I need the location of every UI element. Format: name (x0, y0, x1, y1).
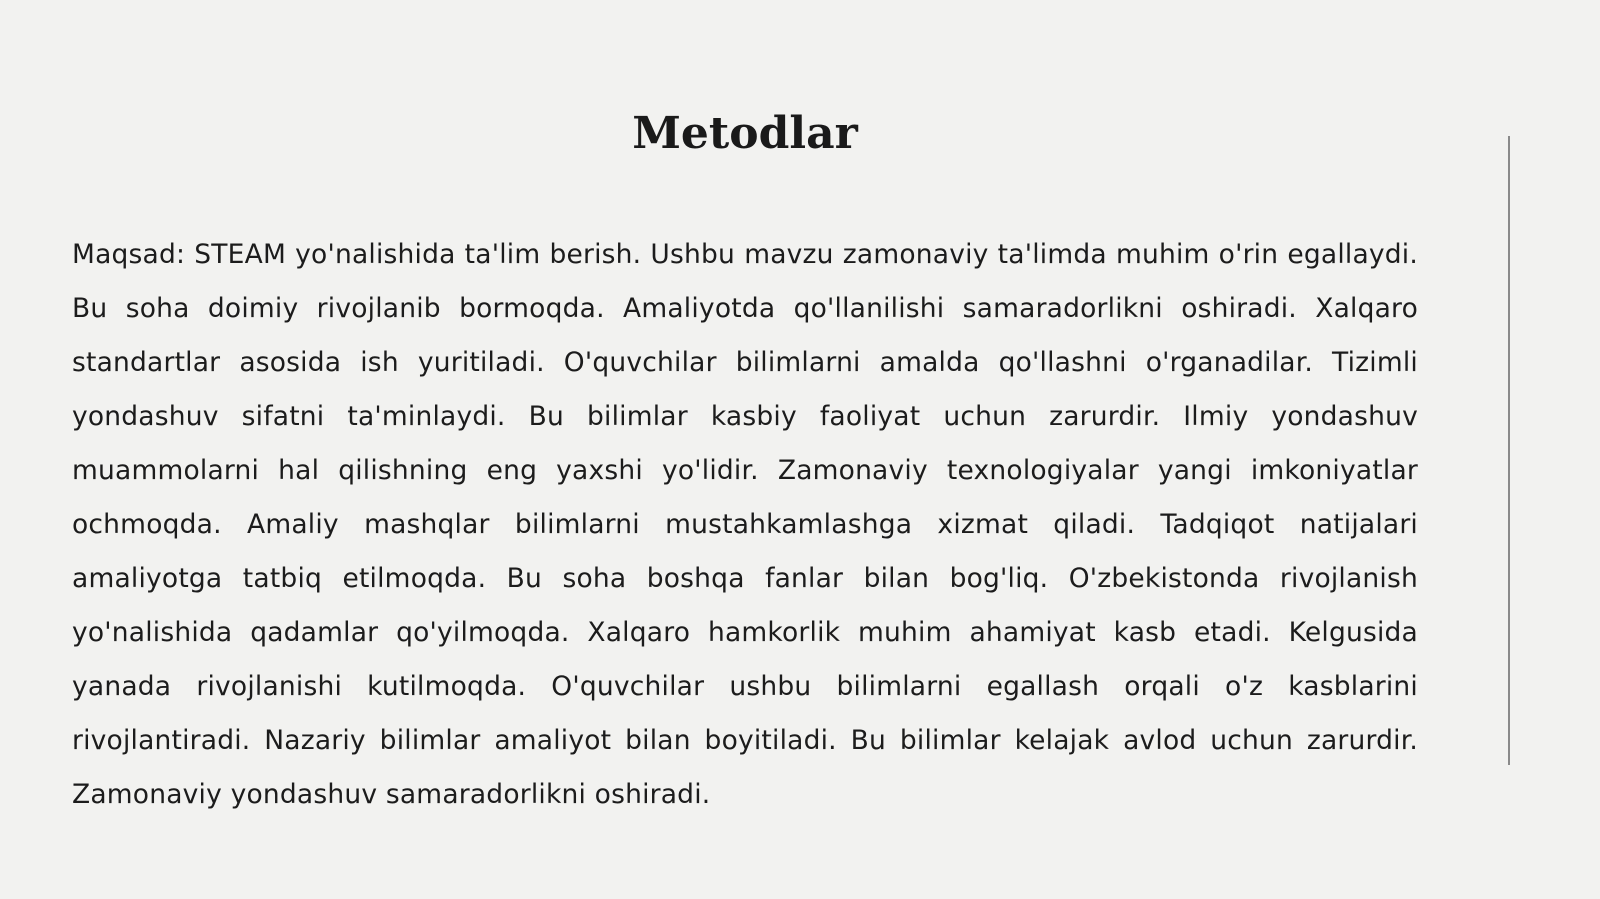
vertical-divider (1508, 136, 1510, 765)
slide-body-text: Maqsad: STEAM yo'nalishida ta'lim berish. Ushbu mavzu zamonaviy ta'limda muhim o'rin egallaydi. Bu soha doimiy rivojlanib bormoqda. Amaliyotda qo'llanilishi samaradorlikni oshiradi. Xalqaro standartlar asosida ish yuritiladi. O'quvchilar bilimlarni amalda qo'llashni o'rganadilar. Tizimli yondashuv sifatni ta'minlaydi. Bu bilimlar kasbiy faoliyat uchun zarurdir. Ilmiy yondashuv muammolarni hal qilishning eng yaxshi yo'lidir. Zamonaviy texnologiyalar yangi imkoniyatlar ochmoqda. Amaliy mashqlar bilimlarni mustahkamlashga xizmat qiladi. Tadqiqot natijalari amaliyotga tatbiq etilmoqda. Bu soha boshqa fanlar bilan bog'liq. O'zbekistonda rivojlanish yo'nalishida qadamlar qo'yilmoqda. Xalqaro hamkorlik muhim ahamiyat kasb etadi. Kelgusida yanada rivojlanishi kutilmoqda. O'quvchilar ushbu bilimlarni egallash orqali o'z kasblarini rivojlantiradi. Nazariy bilimlar amaliyot bilan boyitiladi. Bu bilimlar kelajak avlod uchun zarurdir. Zamonaviy yondashuv samaradorlikni oshiradi. (72, 239, 1418, 810)
slide-title: Metodlar (632, 108, 858, 159)
